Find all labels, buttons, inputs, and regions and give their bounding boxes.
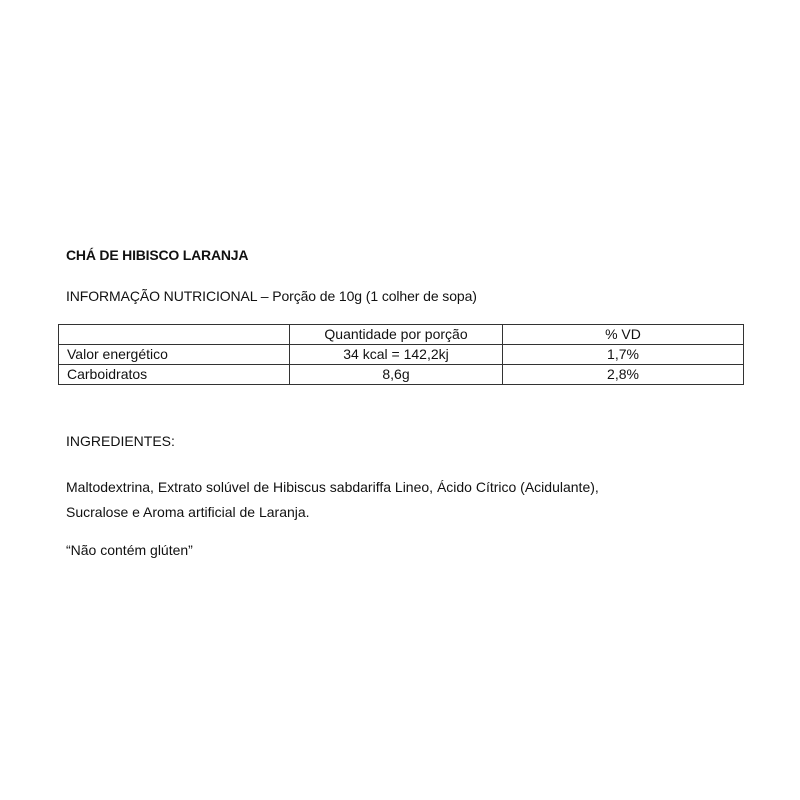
table-row [59,365,744,385]
nutrient-vd: 1,7% [503,345,744,365]
gluten-notice: “Não contém glúten” [66,542,193,558]
ingredients-line: Maltodextrina, Extrato solúvel de Hibiscus sabdariffa Lineo, Ácido Cítrico (Acidulante), [66,479,599,495]
nutrient-vd: 2,8% [503,365,744,385]
nutrient-quantity: 34 kcal = 142,2kj [290,345,503,365]
nutrient-quantity: 8,6g [290,365,503,385]
nutrient-name: Carboidratos [59,365,290,385]
ingredients-text [66,475,706,525]
ingredients-line: Sucralose e Aroma artificial de Laranja. [66,504,310,520]
nutrient-name: Valor energético [59,345,290,365]
product-title: CHÁ DE HIBISCO LARANJA [66,247,249,263]
header-cell-empty [59,325,290,345]
table-header-row [59,325,744,345]
header-cell-quantity: Quantidade por porção [290,325,503,345]
ingredients-heading: INGREDIENTES: [66,433,175,449]
nutrition-heading: INFORMAÇÃO NUTRICIONAL – Porção de 10g (1 colher de sopa) [66,288,477,304]
header-cell-vd: % VD [503,325,744,345]
table-row [59,345,744,365]
nutrition-table [58,324,744,385]
